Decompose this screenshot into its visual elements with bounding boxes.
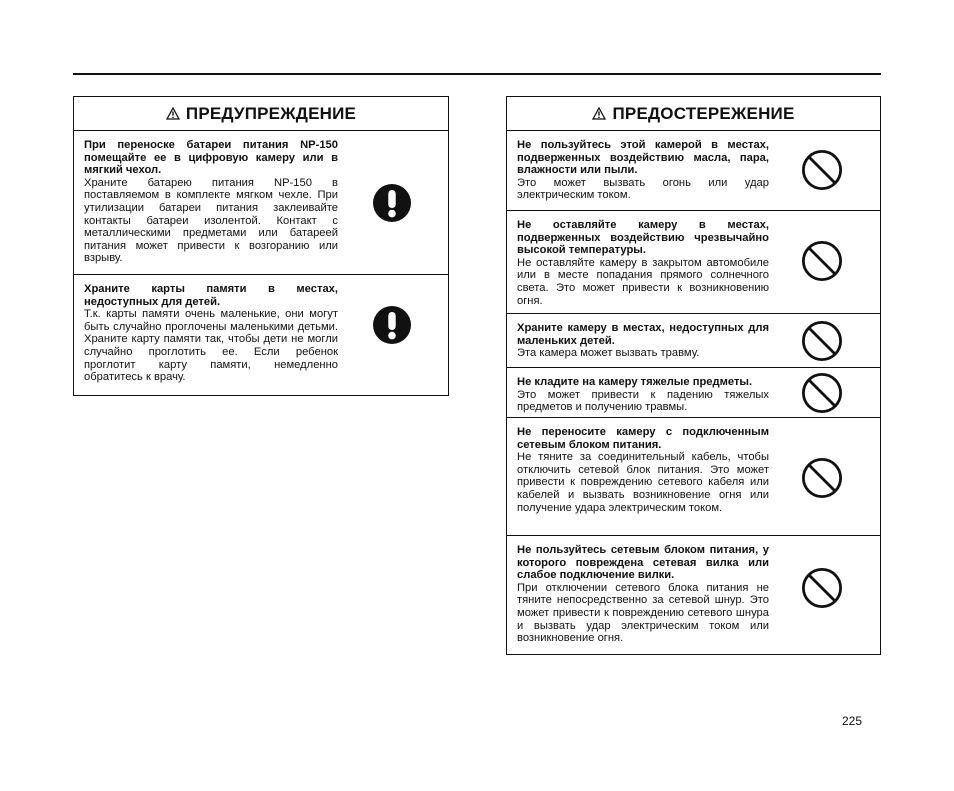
caution-item <box>507 211 880 314</box>
mandatory-exclamation-icon <box>372 305 412 345</box>
prohibition-icon <box>801 149 843 191</box>
warning-item <box>74 275 448 395</box>
prohibition-icon <box>801 567 843 609</box>
warning-item-text: Т.к. карты памяти очень маленькие, они могут быть случайно проглочены маленькими детьми. Храните карту памяти так, чтобы дети не могли случайно проглотить ее. Если ребенок проглотит карту памяти, немедленно обратитесь к врачу. <box>84 308 338 384</box>
caution-box <box>506 96 881 655</box>
prohibition-icon <box>801 240 843 282</box>
warning-header <box>74 97 448 131</box>
caution-item-text: Это может привести к падению тяжелых предметов и получению травмы. <box>517 388 769 414</box>
caution-item-title: Не кладите на камеру тяжелые предметы. <box>517 376 753 388</box>
caution-item-title: Храните камеру в местах, недоступных для маленьких детей. <box>517 322 769 347</box>
prohibition-icon <box>801 457 843 499</box>
warning-box <box>73 96 449 396</box>
caution-header <box>507 97 880 131</box>
warning-item-title: При переноске батареи питания NP-150 помещайте ее в цифровую камеру или в мягкий чехол. <box>84 139 338 177</box>
caution-item <box>507 536 880 656</box>
prohibition-icon <box>801 320 843 362</box>
caution-item-title: Не переносите камеру с подключенным сетевым блоком питания. <box>517 426 769 451</box>
warning-item-title: Храните карты памяти в местах, недоступных для детей. <box>84 283 338 308</box>
warning-triangle-icon <box>166 107 180 120</box>
caution-item-text: При отключении сетевого блока питания не тяните непосредственно за сетевой шнур. Это может привести к повреждению сетевого шнура и вызвать удар электрическим током или возникновение огня. <box>517 581 769 645</box>
warning-title: ПРЕДУПРЕЖДЕНИЕ <box>185 103 357 123</box>
caution-item-text: Не оставляйте камеру в закрытом автомобиле или в месте попадания прямого солнечного света. Это может привести к возникновению огня. <box>517 256 769 307</box>
caution-item-title: Не оставляйте камеру в местах, подверженных воздействию чрезвычайно высокой температуры. <box>517 219 769 257</box>
caution-item-text: Эта камера может вызвать травму. <box>517 347 700 360</box>
warning-item <box>74 131 448 275</box>
mandatory-exclamation-icon <box>372 183 412 223</box>
caution-item <box>507 131 880 211</box>
caution-item-title: Не пользуйтесь этой камерой в местах, подверженных воздействию масла, пара, влажности или пыли. <box>517 139 769 177</box>
caution-item-text: Не тяните за соединительный кабель, чтобы отключить сетевой блок питания. Это может привести к повреждению сетевого кабеля или кабелей и вызвать возникновение огня или получение удара электрическим током. <box>517 451 769 514</box>
warning-triangle-icon <box>592 107 606 120</box>
top-rule <box>73 73 881 75</box>
caution-item <box>507 418 880 536</box>
caution-item-title: Не пользуйтесь сетевым блоком питания, у которого повреждена сетевая вилка или слабое подключение вилки. <box>517 544 769 582</box>
page-number: 225 <box>842 714 863 728</box>
caution-item <box>507 368 880 418</box>
warning-item-text: Храните батарею питания NP-150 в поставляемом в комплекте мягком чехле. При утилизации батареи питания заклеивайте контакты батареи изолентой. Контакт с металлическими предметами или батареей питания может привести к возгоранию или взрыву. <box>84 176 338 265</box>
caution-title: ПРЕДОСТЕРЕЖЕНИЕ <box>612 103 795 123</box>
caution-item <box>507 314 880 368</box>
prohibition-icon <box>801 372 843 414</box>
caution-item-text: Это может вызвать огонь или удар электрическим током. <box>517 176 769 202</box>
